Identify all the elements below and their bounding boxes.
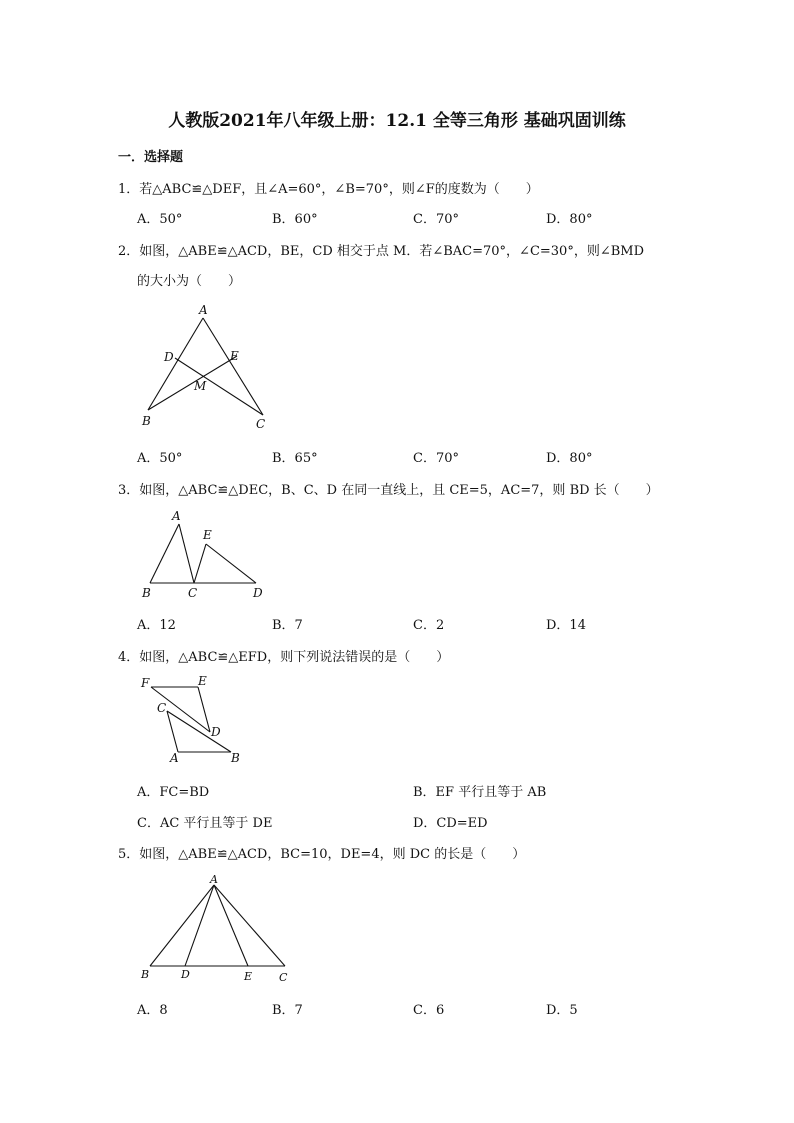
- q3-option-b[interactable]: B．7: [272, 618, 303, 633]
- q2-option-b[interactable]: B．65°: [272, 451, 318, 466]
- q5-option-b[interactable]: B．7: [272, 1003, 303, 1018]
- q2-option-d[interactable]: D．80°: [546, 451, 593, 466]
- q3-label-e: E: [203, 528, 212, 542]
- q5-option-c[interactable]: C．6: [413, 1003, 445, 1018]
- q5-label-c: C: [279, 971, 288, 984]
- q4-label-e: E: [198, 674, 207, 688]
- q4-option-a[interactable]: A．FC=BD: [137, 785, 210, 800]
- q2-label-b: B: [142, 414, 151, 428]
- question-3-text: 3．如图，△ABC≌△DEC，B、C、D 在同一直线上，且 CE=5，AC=7，则 BD 长（ ）: [118, 483, 659, 498]
- q2-label-d: D: [164, 350, 174, 364]
- q2-label-c: C: [256, 417, 266, 431]
- page-title: 人教版2021年八年级上册：12.1 全等三角形 基础巩固训练: [168, 111, 626, 131]
- q5-option-a[interactable]: A．8: [137, 1003, 168, 1018]
- figure-q5: [140, 873, 288, 984]
- question-2-text: 2．如图，△ABE≌△ACD，BE，CD 相交于点 M．若∠BAC=70°，∠C=30°，则∠BMD: [118, 244, 645, 259]
- q4-label-f: F: [141, 676, 150, 690]
- q3-option-d[interactable]: D．14: [546, 618, 586, 633]
- q3-option-c[interactable]: C．2: [413, 618, 445, 633]
- question-5-text: 5．如图，△ABE≌△ACD，BC=10，DE=4，则 DC 的长是（ ）: [118, 847, 526, 862]
- q3-label-a: A: [172, 509, 181, 523]
- q4-label-a: A: [170, 751, 179, 765]
- figure-q3: [141, 509, 263, 600]
- question-2-text-cont: 的大小为（ ）: [137, 274, 242, 289]
- q2-option-a[interactable]: A．50°: [137, 451, 183, 466]
- q4-label-b: B: [231, 751, 240, 765]
- q1-option-c[interactable]: C．70°: [413, 212, 459, 227]
- q5-label-a: A: [210, 873, 218, 886]
- q4-label-c: C: [157, 701, 167, 715]
- figure-q4: [140, 674, 240, 765]
- q2-option-c[interactable]: C．70°: [413, 451, 459, 466]
- q4-option-d[interactable]: D．CD=ED: [413, 816, 488, 831]
- q2-label-a: A: [199, 303, 208, 317]
- q5-label-d: D: [181, 968, 190, 981]
- q1-option-b[interactable]: B．60°: [272, 212, 318, 227]
- q3-option-a[interactable]: A．12: [137, 618, 176, 633]
- q4-option-c[interactable]: C．AC 平行且等于 DE: [137, 816, 273, 831]
- q2-label-m: M: [194, 379, 207, 393]
- q5-label-b: B: [141, 968, 150, 981]
- section-heading: 一．选择题: [118, 150, 184, 165]
- q3-label-d: D: [253, 586, 263, 600]
- q3-label-c: C: [188, 586, 198, 600]
- question-4-text: 4．如图，△ABC≌△EFD，则下列说法错误的是（ ）: [118, 650, 450, 665]
- figure-q2: [141, 303, 265, 431]
- q4-option-b[interactable]: B．EF 平行且等于 AB: [413, 785, 547, 800]
- q1-option-d[interactable]: D．80°: [546, 212, 593, 227]
- question-1-text: 1．若△ABC≌△DEF，且∠A=60°，∠B=70°，则∠F的度数为（ ）: [118, 182, 539, 197]
- q1-option-a[interactable]: A．50°: [137, 212, 183, 227]
- q5-option-d[interactable]: D．5: [546, 1003, 578, 1018]
- q5-label-e: E: [244, 970, 253, 983]
- q4-label-d: D: [211, 725, 221, 739]
- q2-label-e: E: [230, 349, 239, 363]
- q3-label-b: B: [142, 586, 151, 600]
